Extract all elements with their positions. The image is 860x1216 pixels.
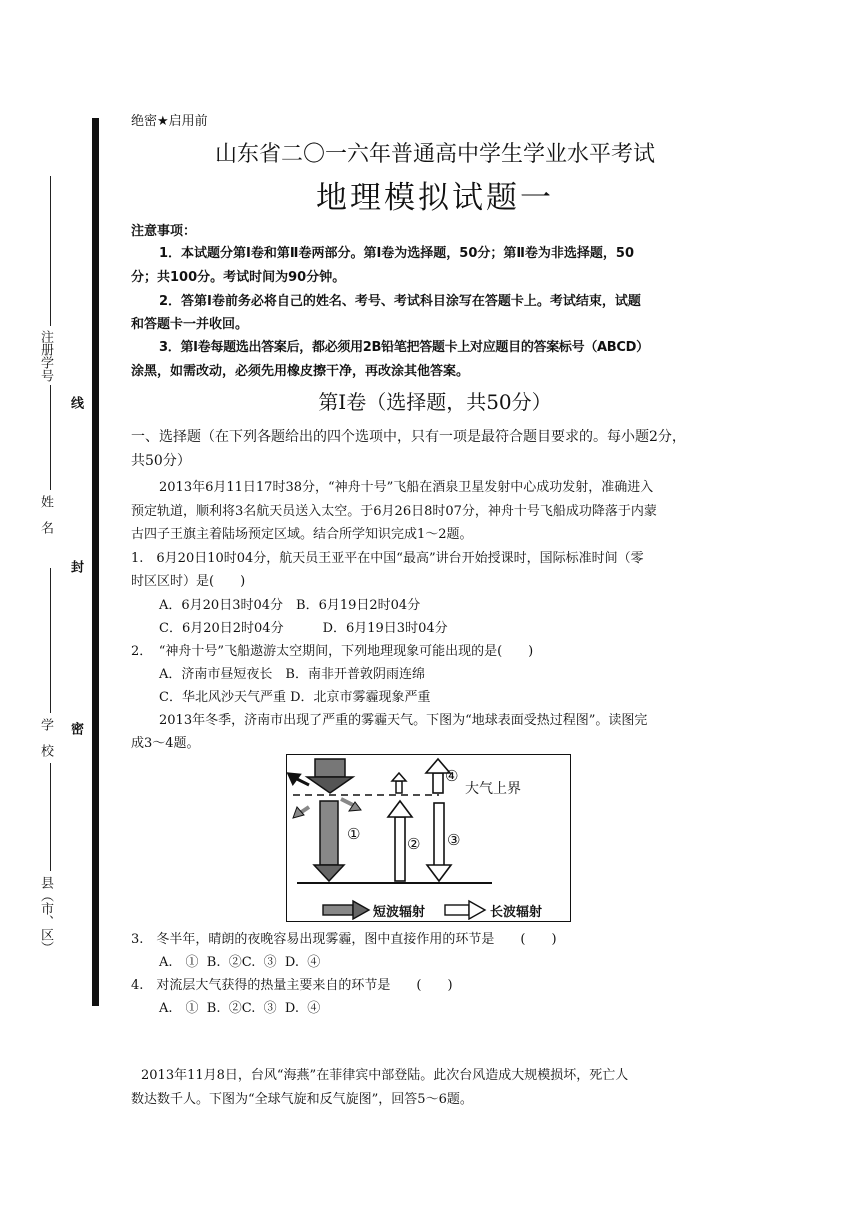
question-1-stem: 1. 6月20日10时04分，航天员王亚平在中国“最高”讲台开始授课时，国际标准时间（零 xyxy=(131,551,644,566)
section-instruction: 一、选择题（在下列各题给出的四个选项中，只有一项是最符合题目要求的。每小题2分， xyxy=(131,429,686,445)
binding-bar xyxy=(92,118,99,1006)
notice-heading: 注意事项： xyxy=(131,224,197,239)
question-2-options: A．济南市昼短夜长 B．南非开普敦阴雨连绵 xyxy=(159,667,425,682)
passage-line: 预定轨道，顺利将3名航天员送入太空。于6月26日8时07分，神舟十号飞船成功降落于内蒙 xyxy=(131,504,657,519)
passage-line: 2013年6月11日17时38分，“神舟十号”飞船在酒泉卫星发射中心成功发射，准确进入 xyxy=(159,480,654,495)
notice-line: 1．本试题分第Ⅰ卷和第Ⅱ卷两部分。第Ⅰ卷为选择题，50分；第Ⅱ卷为非选择题，50 xyxy=(159,246,635,261)
passage-line: 成3～4题。 xyxy=(131,736,200,751)
question-2-stem: 2． “神舟十号”飞船遨游太空期间，下列地理现象可能出现的是( ) xyxy=(131,644,534,659)
arrow-4-label: ④ xyxy=(445,767,459,785)
margin-county-line xyxy=(50,763,51,871)
margin-reg-no-label: 注册学号 xyxy=(38,330,53,382)
exam-title: 山东省二〇一六年普通高中学生学业水平考试 xyxy=(214,142,655,167)
arrow-1 xyxy=(314,801,344,881)
atmosphere-top-label: 大气上界 xyxy=(465,781,521,797)
legend-short-wave-arrow xyxy=(323,901,369,919)
margin-line-char: 线 xyxy=(68,396,83,409)
margin-school-label: 学 校 xyxy=(38,718,53,757)
question-3-options: A. ① B. ②C. ③ D. ④ xyxy=(159,955,321,970)
margin-county-label: 县（市、区） xyxy=(38,876,53,954)
notice-line: 分；共100分。考试时间为90分钟。 xyxy=(131,270,346,285)
question-4-stem: 4. 对流层大气获得的热量主要来自的环节是 ( ) xyxy=(131,978,453,993)
legend-long-wave-label: 长波辐射 xyxy=(490,905,543,920)
passage-line: 2013年冬季，济南市出现了严重的雾霾天气。下图为“地球表面受热过程图”。读图完 xyxy=(159,713,648,728)
question-2-options: C．华北风沙天气严重 D．北京市雾霾现象严重 xyxy=(159,690,431,705)
arrow-2-label: ② xyxy=(407,835,421,853)
secret-mark: 绝密★启用前 xyxy=(131,114,208,129)
question-1-stem: 时区区时）是( ) xyxy=(131,574,246,589)
heating-process-figure xyxy=(286,754,571,922)
margin-name-label: 姓 名 xyxy=(38,495,53,534)
notice-line: 和答题卡一并收回。 xyxy=(131,317,249,332)
passage-line: 古四子王旗主着陆场预定区域。结合所学知识完成1～2题。 xyxy=(131,527,473,542)
legend-long-wave-arrow xyxy=(445,901,485,919)
passage-line: 数达数千人。下图为“全球气旋和反气旋图”，回答5～6题。 xyxy=(131,1092,473,1107)
question-1-options: C．6月20日2时04分 D．6月19日3时04分 xyxy=(159,621,448,636)
heating-process-diagram xyxy=(287,755,569,920)
passage-line: 2013年11月8日，台风“海燕”在菲律宾中部登陆。此次台风造成大规模损坏，死亡人 xyxy=(141,1068,629,1083)
notice-line: 2．答第Ⅰ卷前务必将自己的姓名、考号、考试科目涂写在答题卡上。考试结束，试题 xyxy=(159,294,641,309)
legend-short-wave-label: 短波辐射 xyxy=(373,905,426,920)
escape-arrow xyxy=(392,773,406,793)
notice-line: 涂黑，如需改动，必须先用橡皮擦干净，再改涂其他答案。 xyxy=(131,364,470,379)
notice-line: 3．第Ⅰ卷每题选出答案后，都必须用2B铅笔把答题卡上对应题目的答案标号（ABCD） xyxy=(159,340,649,355)
section-instruction: 共50分） xyxy=(131,453,191,469)
question-4-options: A. ① B. ②C. ③ D. ④ xyxy=(159,1001,321,1016)
margin-secret-char: 密 xyxy=(68,722,83,735)
arrow-3-label: ③ xyxy=(447,831,461,849)
paper-title: 地理模拟试题一 xyxy=(316,180,554,216)
incoming-solar-arrow xyxy=(307,759,353,793)
margin-seal-char: 封 xyxy=(68,560,83,573)
margin-school-line xyxy=(50,568,51,713)
question-3-stem: 3. 冬半年，晴朗的夜晚容易出现雾霾，图中直接作用的环节是 ( ) xyxy=(131,932,557,947)
arrow-1-label: ① xyxy=(347,825,361,843)
question-1-options: A．6月20日3时04分 B．6月19日2时04分 xyxy=(159,598,421,613)
section-heading: 第Ⅰ卷（选择题，共50分） xyxy=(318,390,552,414)
